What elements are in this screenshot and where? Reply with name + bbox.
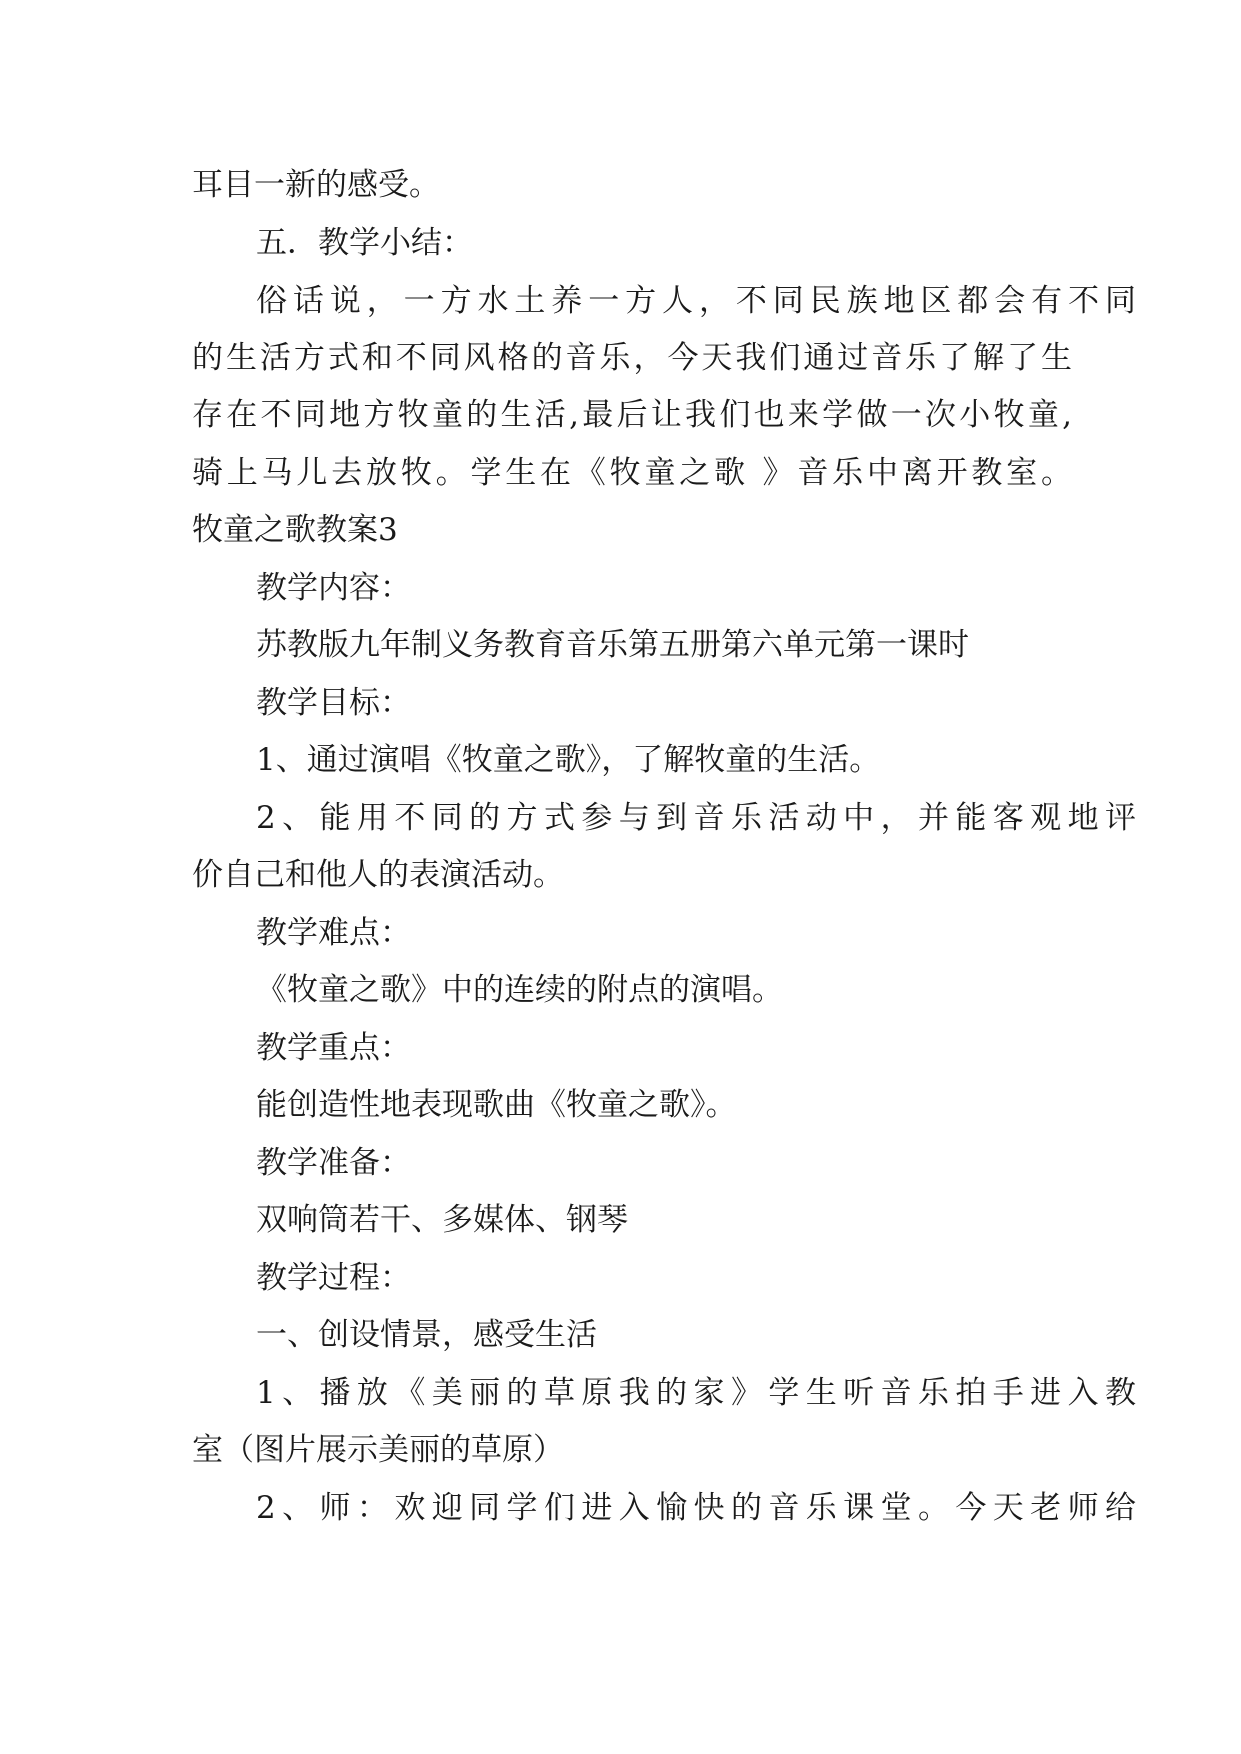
paragraph-line: 存在不同地方牧童的生活,最后让我们也来学做一次小牧童,: [192, 397, 1072, 433]
list-item: 1、通过演唱《牧童之歌》，了解牧童的生活。: [256, 742, 881, 778]
list-item: 2、能用不同的方式参与到音乐活动中，并能客观地评: [256, 800, 1136, 836]
list-item: 1、播放《美丽的草原我的家》学生听音乐拍手进入教: [256, 1375, 1136, 1411]
heading-teaching-difficulty: 教学难点：: [256, 915, 411, 951]
heading-teaching-focus: 教学重点：: [256, 1030, 411, 1066]
text-line: 双响筒若干、多媒体、钢琴: [256, 1202, 628, 1238]
paragraph-line: 的生活方式和不同风格的音乐，今天我们通过音乐了解了生: [192, 340, 1072, 376]
heading-teaching-preparation: 教学准备：: [256, 1145, 411, 1181]
text-line: 苏教版九年制义务教育音乐第五册第六单元第一课时: [256, 627, 969, 663]
section-heading-summary: 五．教学小结：: [256, 225, 473, 261]
text-line-continuation: 室（图片展示美丽的草原）: [192, 1432, 564, 1468]
list-item: 2、师：欢迎同学们进入愉快的音乐课堂。今天老师给: [256, 1490, 1136, 1526]
text-line-continuation: 耳目一新的感受。: [192, 167, 440, 203]
heading-teaching-goals: 教学目标：: [256, 685, 411, 721]
heading-teaching-process: 教学过程：: [256, 1260, 411, 1296]
text-line: 能创造性地表现歌曲《牧童之歌》。: [256, 1087, 737, 1123]
text-line: 《牧童之歌》中的连续的附点的演唱。: [256, 972, 783, 1008]
text-line-continuation: 价自己和他人的表演活动。: [192, 857, 564, 893]
lesson-plan-title: 牧童之歌教案3: [192, 512, 398, 548]
heading-teaching-content: 教学内容：: [256, 570, 411, 606]
paragraph-line: 骑上马儿去放牧。学生在《牧童之歌 》音乐中离开教室。: [192, 455, 1072, 491]
subheading: 一、创设情景，感受生活: [256, 1317, 597, 1353]
paragraph-line: 俗话说，一方水土养一方人，不同民族地区都会有不同: [256, 283, 1136, 319]
